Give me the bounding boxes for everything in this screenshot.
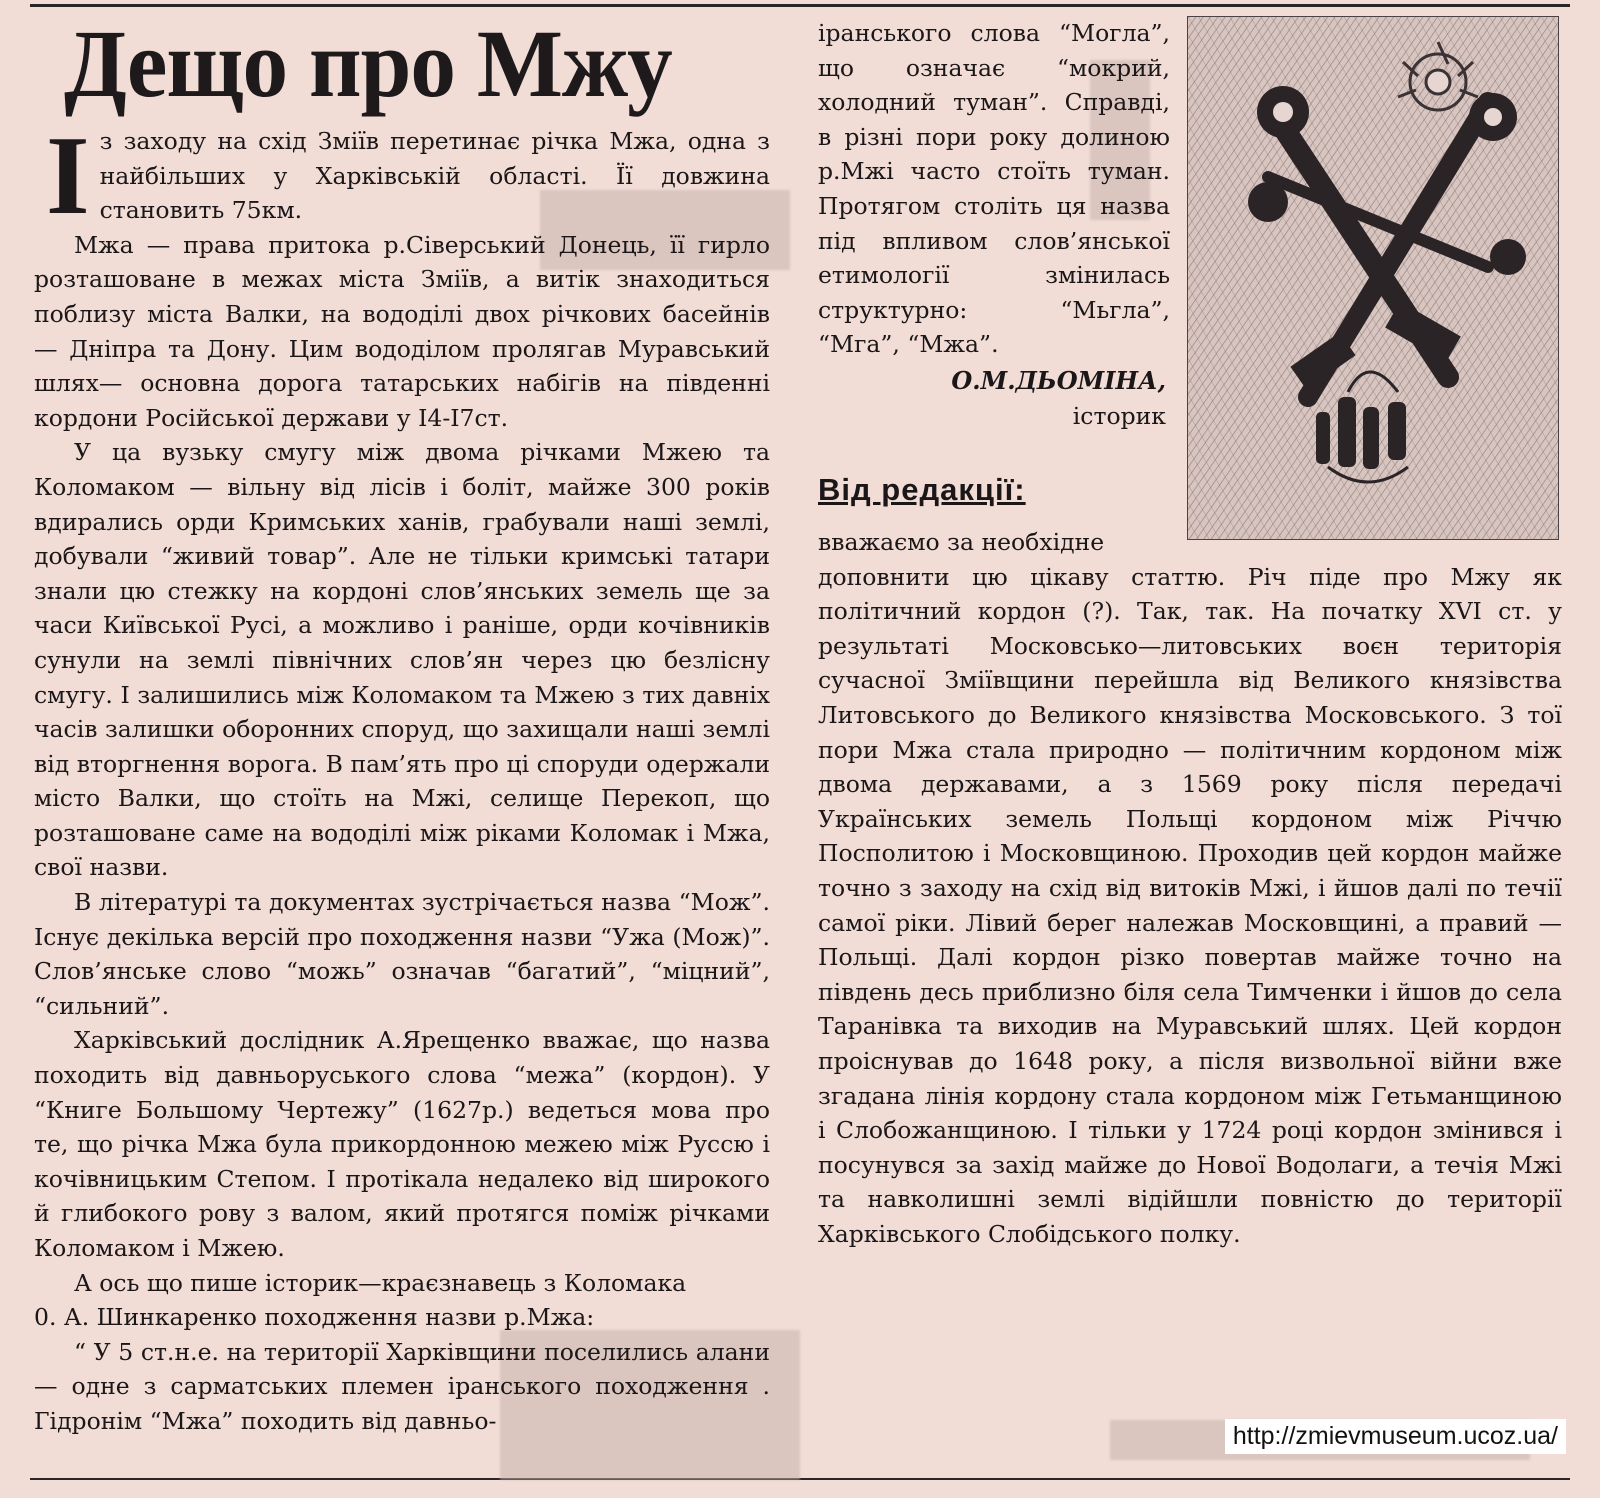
article-paragraph: А ось що пише історик—краєзнавець з Коломака [74, 1268, 687, 1297]
bottom-rule [30, 1478, 1570, 1480]
article-paragraph: Із заходу на схід Зміїв перетинає річка Мжа, одна з найбільших у Харківській області. Її довжина становить 75км. [46, 114, 770, 238]
editorial-paragraph: доповнити цю цікаву статтю. Річ піде про Мжу як політичний кордон (?). Так, так. На початку XVI ст. у результаті Московсько—литовських воєн територія сучасної Зміївщини перейшла від Великого князівства Литовського до Великого князівства Московського. З тої пори Мжа стала природно — політичним кордоном між двома державами, а з 1569 року після передачі Українських земель Польщі кордоном між Річчю Посполитою і Московщиною. Проходив цей кордон майже точно з заходу на схід від витоків Мжі, і йшов далі по течії самої ріки. Лівий берег належав Московщині, а правий — Польщі. Далі кордон різко повертав майже точно на південь десь приблизно біля села Тимченки і йшов до села Таранівка та виходив на Муравський шлях. Цей кордон проіснував до 1648 року, а після визвольної війни вже згадана лінія кордону стала кордоном між Гетьманщиною і Слобожанщиною. І тільки у 1724 році кордон змінився і посунувся за захід майже до Нової Водолаги, а течія Мжі та навколишні землі відійшли повністю до території Харківського Слобідського полку. [818, 562, 1562, 1248]
article-paragraph: У ца вузьку смугу між двома річками Мжею та Коломаком — вільну від лісів і боліт, майже 300 років вдирались орди Кримських ханів, грабували наші землі, добували “живий товар”. Але не тільки кримські татари знали цю стежку на кордоні слов’янських земель ще за часи Київської Русі, а можливо і раніше, орди кочівників сунули на землі північних слов’ян через цю безлісну смугу. І залишились між Коломаком та Мжею з тих давніх часів залишки оборонних споруд, що захищали наші землі від вторгнення ворога. В пам’ять про ці споруди одержали місто Валки, що стоїть на Мжі, селище Перекоп, що розташоване саме на вододілі між ріками Коломак і Мжа, свої назви. [34, 438, 770, 882]
top-rule [30, 4, 1570, 7]
source-url-watermark: http://zmievmuseum.ucoz.ua/ [1225, 1419, 1566, 1454]
article-paragraph: Харківський дослідник А.Ярещенко вважає, що назва походить від давньоруського слова “межа” (кордон). У “Книге Большому Чертежу” (1627р.) ведеться мова про те, що річка Мжа була прикордонною межею між Руссю і кочівницьким Степом. І протікала недалеко від широкого й глибокого рову з валом, який протягся поміж річками Коломаком і Мжею. [34, 1026, 770, 1262]
author-name: О.М.ДЬОМІНА, [951, 365, 1166, 395]
article-paragraph: 0. А. Шинкаренко походження назви р.Мжа: [34, 1303, 595, 1332]
crossed-keys-emblem-icon [1188, 17, 1558, 539]
drop-cap: І [46, 114, 90, 238]
article-paragraph: іранського слова “Могла”, що означає “мокрий, холодний туман”. Справді, в різні пори року долиною р.Мжі часто стоїть туман. Протягом століть ця назва під впливом слов’янської етимології змінилась структурно: “Мьгла”, “Мга”, “Мжа”. [818, 19, 1170, 359]
article-title: Дещо про Мжу [64, 10, 672, 117]
editorial-column [818, 525, 1562, 1251]
left-column [34, 114, 770, 1439]
article-paragraph: В літературі та документах зустрічається назва “Мож”. Існує декілька версій про походження назви “Ужа (Мож)”. Слов’янське слово “можь” означав “багатий”, “міцний”, “сильний”. [34, 888, 770, 1020]
article-paragraph: “ У 5 ст.н.е. на території Харківщини поселились алани — одне з сарматських племен іранського походження . Гідронім “Мжа” походить від давньо- [34, 1337, 770, 1435]
editorial-heading: Від редакції: [818, 472, 1026, 507]
middle-column [818, 16, 1170, 433]
engraving-illustration [1187, 16, 1559, 540]
editorial-paragraph: вважаємо за необхідне [818, 528, 1105, 556]
article-paragraph: Мжа — права притока р.Сіверський Донець, її гирло розташоване в межах міста Зміїв, а витік знаходиться поблизу міста Валки, на вододілі двох річкових басейнів — Дніпра та Дону. Цим вододілом пролягав Муравський шлях— основна дорога татарських набігів на південні кордони Російської держави у І4-І7ст. [34, 230, 770, 432]
author-role: історик [1072, 401, 1166, 430]
